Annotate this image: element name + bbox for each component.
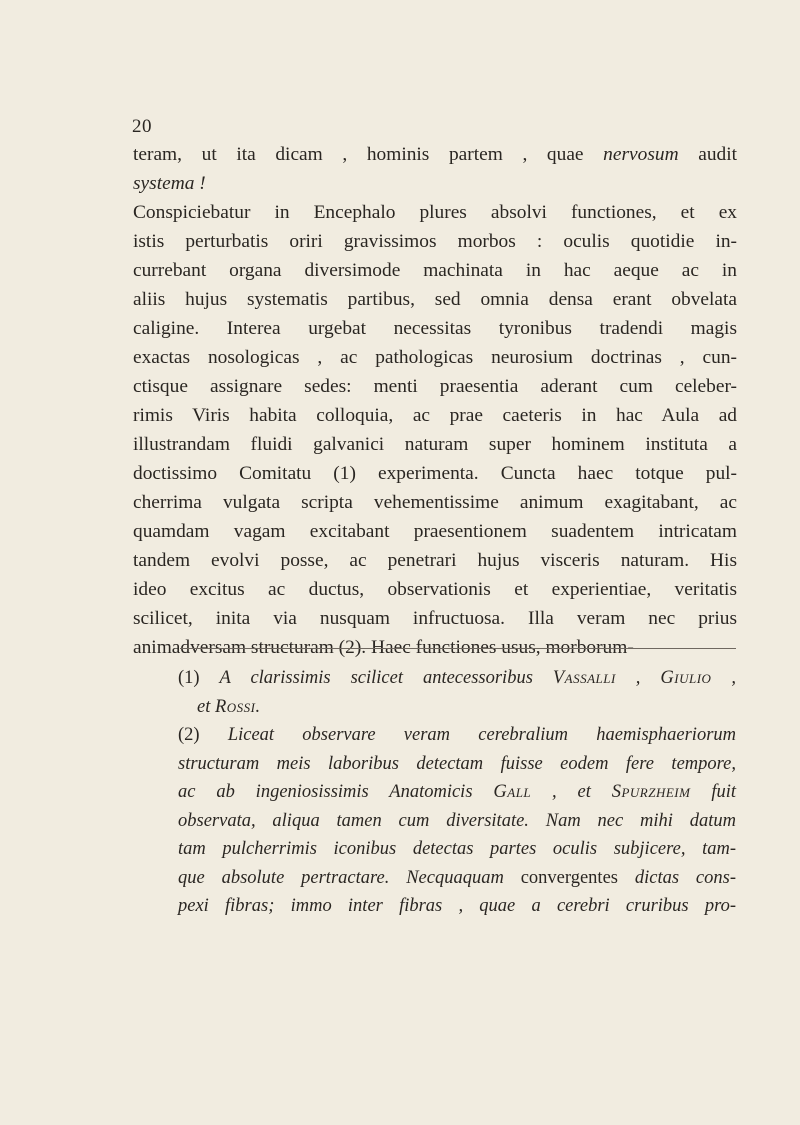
text-segment: (1) <box>178 668 220 688</box>
text-segment: , <box>711 668 737 688</box>
footnotes <box>178 664 736 921</box>
text-line <box>133 343 737 372</box>
text-line <box>133 227 737 256</box>
text-line <box>133 198 737 227</box>
text-segment: Spurzheim <box>611 782 691 802</box>
text-line <box>133 430 737 459</box>
text-segment: tandem evolvi posse, ac penetrari hujus visceris naturam. His <box>133 550 737 571</box>
footnote-line <box>178 664 736 693</box>
text-line <box>133 285 737 314</box>
text-segment: ideo excitus ac ductus, observationis et experientiae, veritatis <box>133 579 737 600</box>
text-segment: ctisque assignare sedes: menti praesentia aderant cum celeber- <box>133 376 737 397</box>
text-line <box>133 604 737 633</box>
text-segment: et <box>197 696 215 717</box>
text-segment: . <box>255 696 261 717</box>
footnote-separator <box>180 648 736 649</box>
text-segment: rimis Viris habita colloquia, ac prae caeteris in hac Aula ad <box>133 405 737 426</box>
text-segment: currebant organa diversimode machinata in hac aeque ac in <box>133 260 737 281</box>
footnote-line <box>178 721 736 750</box>
text-segment: (2) <box>178 725 228 745</box>
text-line <box>133 488 737 517</box>
text-segment: observata, aliqua tamen cum diversitate. Nam nec mihi datum <box>178 810 736 831</box>
text-segment: structuram meis laboribus detectam fuisse eodem fere tempore, <box>178 753 736 774</box>
text-segment: tam pulcherrimis iconibus detectas partes oculis subjicere, tam- <box>178 839 736 859</box>
text-segment: teram, ut ita dicam , hominis partem , quae <box>133 144 604 165</box>
text-segment: pexi fibras; immo inter fibras , quae a cerebri cruribus pro- <box>178 896 736 916</box>
text-line <box>133 314 737 343</box>
text-segment: , et <box>531 782 612 802</box>
text-segment: exactas nosologicas , ac pathologicas neurosium doctrinas , cun- <box>133 347 737 368</box>
footnote-line <box>178 892 736 921</box>
text-line <box>133 169 737 198</box>
footnote-line <box>178 864 736 893</box>
text-segment: systema ! <box>133 173 206 194</box>
text-segment: aliis hujus systematis partibus, sed omnia densa erant obvelata <box>133 289 737 310</box>
text-segment: Gall <box>493 782 532 802</box>
text-line <box>133 459 737 488</box>
text-line <box>133 546 737 575</box>
text-line <box>133 256 737 285</box>
text-line <box>133 372 737 401</box>
page-number: 20 <box>132 116 152 137</box>
text-segment: caligine. Interea urgebat necessitas tyronibus tradendi magis <box>133 318 737 339</box>
text-line <box>133 517 737 546</box>
footnote-line <box>178 750 736 779</box>
text-segment: scilicet, inita via nusquam infructuosa. Illa veram nec prius <box>133 608 737 629</box>
text-segment: dictas cons- <box>617 867 736 888</box>
text-segment: audit <box>678 144 737 165</box>
footnote-line <box>178 807 736 836</box>
text-segment: animadversam structuram (2). Haec functiones usus, morborum- <box>133 637 634 658</box>
text-line <box>133 140 737 169</box>
text-segment: Vassalli <box>552 668 616 688</box>
text-segment: Giulio <box>660 668 712 688</box>
text-segment: cherrima vulgata scripta vehementissime animum exagitabant, ac <box>133 492 737 513</box>
text-segment: Conspiciebatur in Encephalo plures absolvi functiones, et ex <box>133 202 737 223</box>
text-segment: Liceat observare veram cerebralium haemisphaeriorum <box>227 725 736 745</box>
footnote-line <box>178 693 736 722</box>
text-segment: doctissimo Comitatu (1) experimenta. Cuncta haec totque pul- <box>133 463 737 484</box>
text-segment: ac ab ingeniosissimis Anatomicis <box>178 782 494 802</box>
footnote-line <box>178 778 736 807</box>
text-segment: illustrandam fluidi galvanici naturam super hominem instituta a <box>133 434 737 455</box>
text-segment: A clarissimis scilicet antecessoribus <box>219 668 553 688</box>
text-line <box>133 575 737 604</box>
text-segment: nervosum <box>603 144 679 165</box>
text-segment: fuit <box>690 782 736 802</box>
text-segment: Rossi <box>214 696 256 717</box>
text-segment: istis perturbatis oriri gravissimos morbos : oculis quotidie in- <box>133 231 737 252</box>
text-segment: convergentes <box>520 867 618 888</box>
text-segment: , <box>615 668 661 688</box>
text-segment: quamdam vagam excitabant praesentionem suadentem intricatam <box>133 521 737 542</box>
footnote-line <box>178 835 736 864</box>
main-text <box>133 140 737 662</box>
text-line <box>133 401 737 430</box>
text-segment: que absolute pertractare. Necquaquam <box>178 867 521 888</box>
